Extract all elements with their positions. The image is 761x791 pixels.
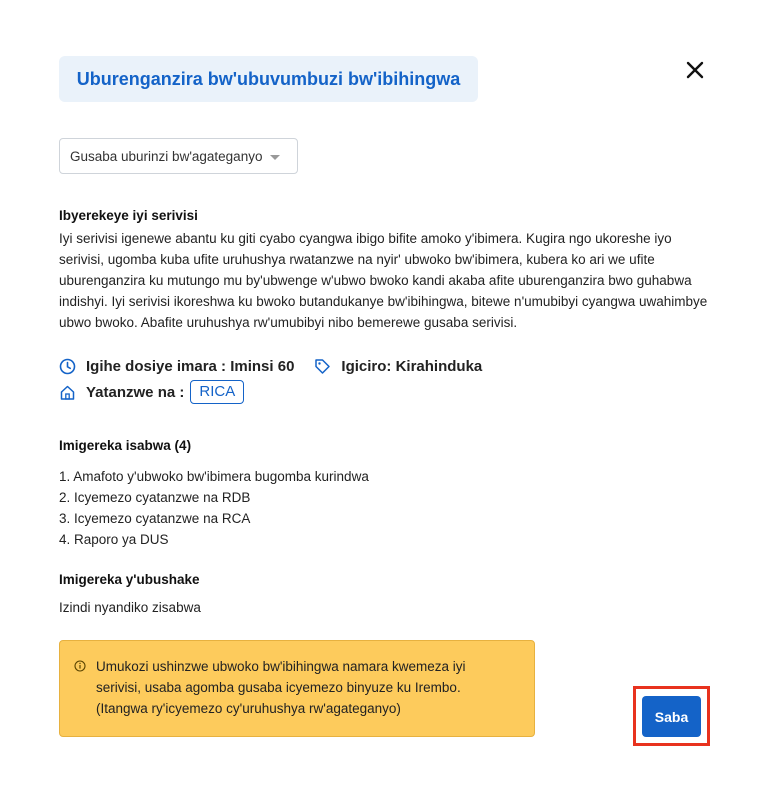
close-button[interactable]	[682, 57, 708, 83]
home-icon	[59, 384, 76, 401]
tag-icon	[314, 358, 331, 375]
meta-row-duration-price	[59, 358, 482, 375]
list-item: 3. Icyemezo cyatanzwe na RCA	[59, 511, 251, 526]
about-text: Iyi serivisi igenewe abantu ku giti cyabo cyangwa ibigo bifite amoko y'ibimera. Kugira ngo ukoreshe iyo serivisi, ugomba kuba ufite uruhushya rwatanzwe na nyir' ubwoko bw'ibimera, kubera ko ari we ufite uburenganzira ku mutungo mu by'ubwenge w'ubwo bwoko kandi akaba afite uburenganzira bwo guhabwa indishyi. Iyi serivisi ikoreshwa ku bwoko butandukanye bw'ibihingwa, bitewe n'umubibyi cyangwa uwahimbye ubwo bwoko. Abafite uruhushya rw'umubibyi nibo bemerewe gusaba serivisi.	[59, 231, 708, 330]
notice-text	[96, 656, 466, 736]
optional-docs-heading: Imigereka y'ubushake	[59, 572, 200, 587]
notice-line: Umukozi ushinzwe ubwoko bw'ibihingwa namara kwemeza iyi	[96, 659, 466, 674]
apply-type-select[interactable]	[59, 138, 298, 174]
modal-title: Uburenganzira bw'ubuvumbuzi bw'ibihingwa	[76, 68, 461, 89]
apply-button[interactable]: Saba	[642, 696, 701, 737]
notice-line: (Itangwa ry'icyemezo cy'uruhushya rw'agateganyo)	[96, 701, 401, 716]
list-item: 2. Icyemezo cyatanzwe na RDB	[59, 490, 251, 505]
meta-row-provider	[59, 380, 244, 404]
list-item: 4. Raporo ya DUS	[59, 532, 169, 547]
notice-line: serivisi, usaba agomba gusaba icyemezo binyuze ku Irembo.	[96, 680, 461, 695]
chevron-down-icon	[270, 155, 280, 160]
warning-notice	[59, 640, 535, 737]
about-heading: Ibyerekeye iyi serivisi	[59, 208, 198, 223]
list-item: 1. Amafoto y'ubwoko bw'ibimera bugomba kurindwa	[59, 469, 369, 484]
apply-type-select-value: Gusaba uburinzi bw'agateganyo	[70, 148, 263, 164]
modal-title-box	[59, 56, 478, 102]
clock-icon	[59, 358, 76, 375]
provider-badge: RICA	[190, 380, 244, 404]
required-docs-heading: Imigereka isabwa (4)	[59, 438, 192, 453]
required-docs-list	[59, 466, 369, 550]
close-icon	[686, 61, 704, 79]
price-text: Igiciro: Kirahinduka	[341, 358, 483, 375]
info-icon	[74, 660, 86, 672]
optional-docs-text: Izindi nyandiko zisabwa	[59, 600, 201, 615]
provider-label: Yatanzwe na :	[86, 383, 185, 401]
duration-text: Igihe dosiye imara : Iminsi 60	[86, 358, 295, 375]
